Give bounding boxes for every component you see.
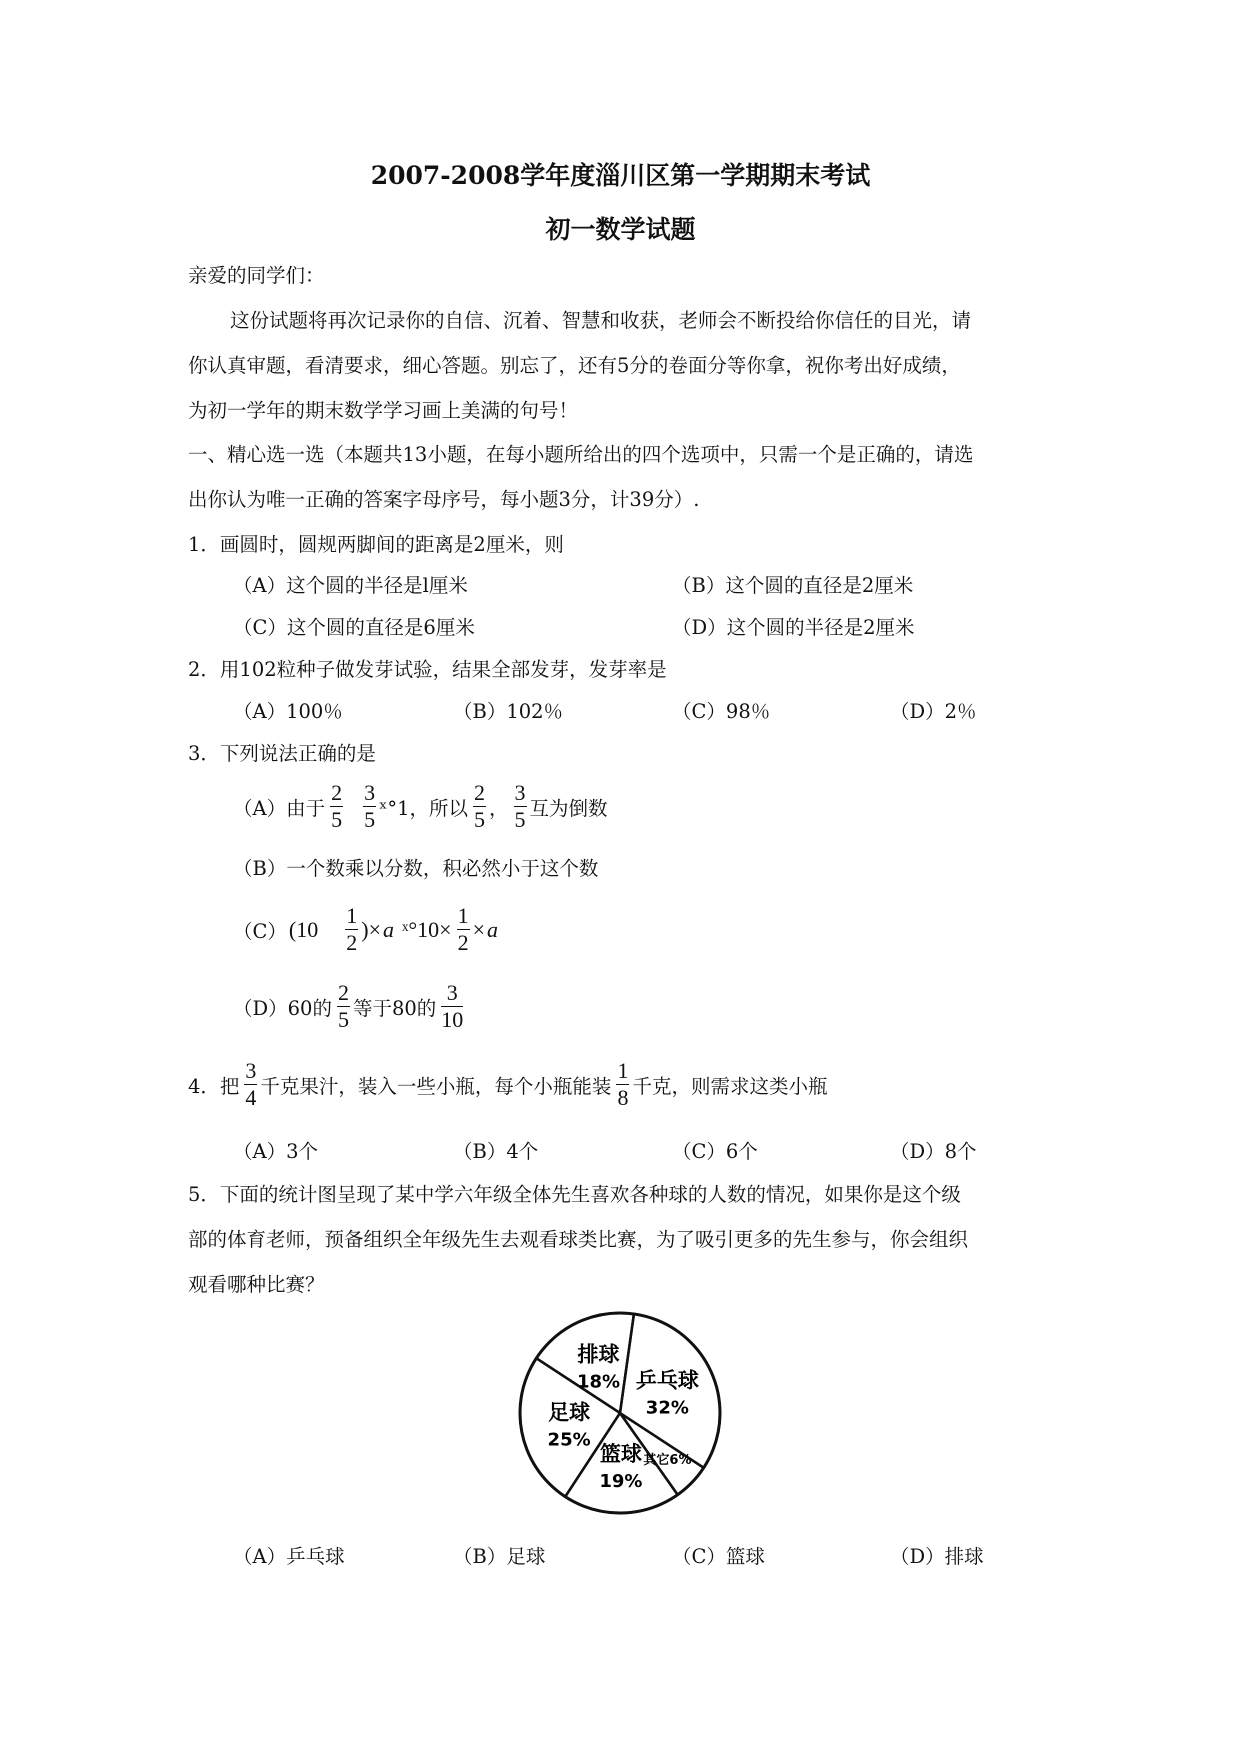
q5-line-3: 观看哪种比赛？ bbox=[188, 1273, 325, 1296]
q4-option-c: （C）6个 bbox=[672, 1140, 758, 1163]
q3-c-f2-num: 1 bbox=[457, 903, 469, 928]
q2-stem: 2．用102粒种子做发芽试验，结果全部发芽，发芽率是 bbox=[188, 658, 667, 681]
section-1-line-1: 一、精心选一选（本题共13小题，在每小题所给出的四个选项中，只需一个是正确的，请选 bbox=[188, 443, 974, 466]
q2-option-a: （A）100％ bbox=[233, 700, 343, 723]
q3-c-pre: (10 bbox=[288, 916, 319, 942]
q3-d-f2-den: 10 bbox=[441, 1007, 464, 1032]
q4-option-a: （A）3个 bbox=[233, 1140, 318, 1163]
q3-d-f1-den: 5 bbox=[337, 1007, 349, 1032]
q3-a-f1-den: 5 bbox=[331, 807, 343, 832]
q4-stem bbox=[188, 1058, 829, 1111]
pie-slice-percent: 18% bbox=[576, 1371, 621, 1393]
q5-line-1: 5．下面的统计图呈现了某中学六年级全体先生喜欢各种球的人数的情况，如果你是这个级 bbox=[188, 1183, 961, 1206]
q3-option-d bbox=[233, 980, 466, 1033]
q3-d-f1-num: 2 bbox=[337, 980, 349, 1005]
exam-subtitle: 初一数学试题 bbox=[545, 215, 696, 244]
q3-a-f4-num: 3 bbox=[514, 780, 526, 805]
q3-a-f3-num: 2 bbox=[474, 780, 486, 805]
q3-a-fraction-2 bbox=[363, 780, 376, 833]
ball-preference-pie-chart bbox=[512, 1305, 728, 1521]
q4-mid: 千克果汁，装入一些小瓶，每个小瓶能装 bbox=[260, 1074, 612, 1098]
pie-slice-name: 足球 bbox=[548, 1400, 591, 1425]
pie-slice-label: 其它6% bbox=[643, 1452, 692, 1468]
pie-label-2 bbox=[643, 1452, 691, 1468]
q5-option-c: （C）篮球 bbox=[672, 1545, 765, 1568]
intro-line-3: 为初一学年的期末数学学习画上美满的句号！ bbox=[188, 399, 579, 422]
q3-c-f1-den: 2 bbox=[346, 930, 358, 955]
q3-c-label: （C） bbox=[233, 919, 287, 943]
q5-line-2: 部的体育老师，预备组织全年级先生去观看球类比赛，为了吸引更多的先生参与，你会组织 bbox=[188, 1228, 969, 1251]
q1-stem: 1．画圆时，圆规两脚间的距离是2厘米，则 bbox=[188, 533, 564, 556]
pie-slice-percent: 32% bbox=[645, 1397, 689, 1419]
q3-a-f4-den: 5 bbox=[514, 807, 526, 832]
q4-f2-num: 1 bbox=[617, 1058, 629, 1083]
q1-option-b: （B）这个圆的直径是2厘米 bbox=[672, 574, 914, 597]
q3-option-c bbox=[233, 903, 500, 956]
q4-option-d: （D）8个 bbox=[890, 1140, 977, 1163]
q3-d-label: （D）60的 bbox=[233, 996, 332, 1020]
q3-a-f3-den: 5 bbox=[474, 807, 486, 832]
q1-option-a: （A）这个圆的半径是l厘米 bbox=[233, 574, 468, 597]
intro-line-1: 这份试题将再次记录你的自信、沉着、智慧和收获，老师会不断投给你信任的目光，请 bbox=[230, 309, 972, 332]
q4-tail: 千克，则需求这类小瓶 bbox=[632, 1074, 828, 1098]
intro-line-2: 你认真审题，看清要求，细心答题。别忘了，还有5分的卷面分等你拿，祝你考出好成绩， bbox=[188, 354, 961, 377]
q2-option-d: （D）2％ bbox=[890, 700, 977, 723]
q4-fraction-1 bbox=[244, 1058, 257, 1111]
q3-a-mid: ˣ°1，所以 bbox=[379, 796, 469, 820]
pie-slice-percent: 19% bbox=[599, 1470, 643, 1492]
q3-a-fraction-1 bbox=[330, 780, 343, 833]
q3-c-var-a-2: a bbox=[486, 916, 498, 942]
q3-c-mid-3: × bbox=[472, 916, 485, 942]
q3-stem: 3．下列说法正确的是 bbox=[188, 742, 376, 765]
q4-pre: 4．把 bbox=[188, 1074, 240, 1098]
q5-option-d: （D）排球 bbox=[890, 1545, 984, 1568]
q3-a-f2-num: 3 bbox=[364, 780, 376, 805]
q3-a-label: （A）由于 bbox=[233, 796, 326, 820]
q3-a-f1-num: 2 bbox=[331, 780, 343, 805]
pie-slice-name: 乒乓球 bbox=[635, 1368, 699, 1393]
q2-option-c: （C）98％ bbox=[672, 700, 771, 723]
greeting: 亲爱的同学们： bbox=[188, 264, 325, 287]
q3-option-a bbox=[233, 780, 610, 833]
q3-c-f1-num: 1 bbox=[346, 903, 358, 928]
q3-c-fraction-2 bbox=[457, 903, 470, 956]
section-1-line-2: 出你认为唯一正确的答案字母序号，每小题3分，计39分）. bbox=[188, 488, 700, 511]
q4-option-b: （B）4个 bbox=[453, 1140, 539, 1163]
q1-option-d: （D）这个圆的半径是2厘米 bbox=[672, 616, 915, 639]
q3-a-f2-den: 5 bbox=[364, 807, 376, 832]
q3-d-fraction-1 bbox=[337, 980, 350, 1033]
q3-c-fraction-1 bbox=[345, 903, 358, 956]
q3-option-b: （B）一个数乘以分数，积必然小于这个数 bbox=[233, 857, 599, 880]
q3-c-mid-2: ˣ°10× bbox=[401, 916, 452, 942]
q5-option-b: （B）足球 bbox=[453, 1545, 546, 1568]
q5-option-a: （A）乒乓球 bbox=[233, 1545, 345, 1568]
q3-c-mid-1: )× bbox=[361, 916, 381, 942]
q2-option-b: （B）102％ bbox=[453, 700, 564, 723]
q1-option-c: （C）这个圆的直径是6厘米 bbox=[233, 616, 475, 639]
q4-f2-den: 8 bbox=[617, 1085, 629, 1110]
pie-slice-name: 篮球 bbox=[599, 1441, 642, 1466]
q4-f1-num: 3 bbox=[245, 1058, 257, 1083]
q3-a-fraction-3 bbox=[473, 780, 486, 833]
exam-title: 2007-2008学年度淄川区第一学期期末考试 bbox=[370, 161, 871, 190]
q3-d-fraction-2 bbox=[441, 980, 463, 1033]
q3-c-var-a-1: a bbox=[382, 916, 394, 942]
q3-d-f2-num: 3 bbox=[441, 980, 463, 1007]
q3-d-mid: 等于80的 bbox=[352, 996, 437, 1020]
q4-fraction-2 bbox=[616, 1058, 629, 1111]
q3-c-f2-den: 2 bbox=[457, 930, 469, 955]
q4-f1-den: 4 bbox=[245, 1085, 257, 1110]
pie-slice-name: 排球 bbox=[577, 1342, 620, 1367]
pie-slice-percent: 25% bbox=[547, 1429, 591, 1451]
q3-a-tail: 互为倒数 bbox=[529, 796, 608, 820]
q3-a-comma: ， bbox=[489, 796, 509, 820]
q3-a-fraction-4 bbox=[514, 780, 527, 833]
